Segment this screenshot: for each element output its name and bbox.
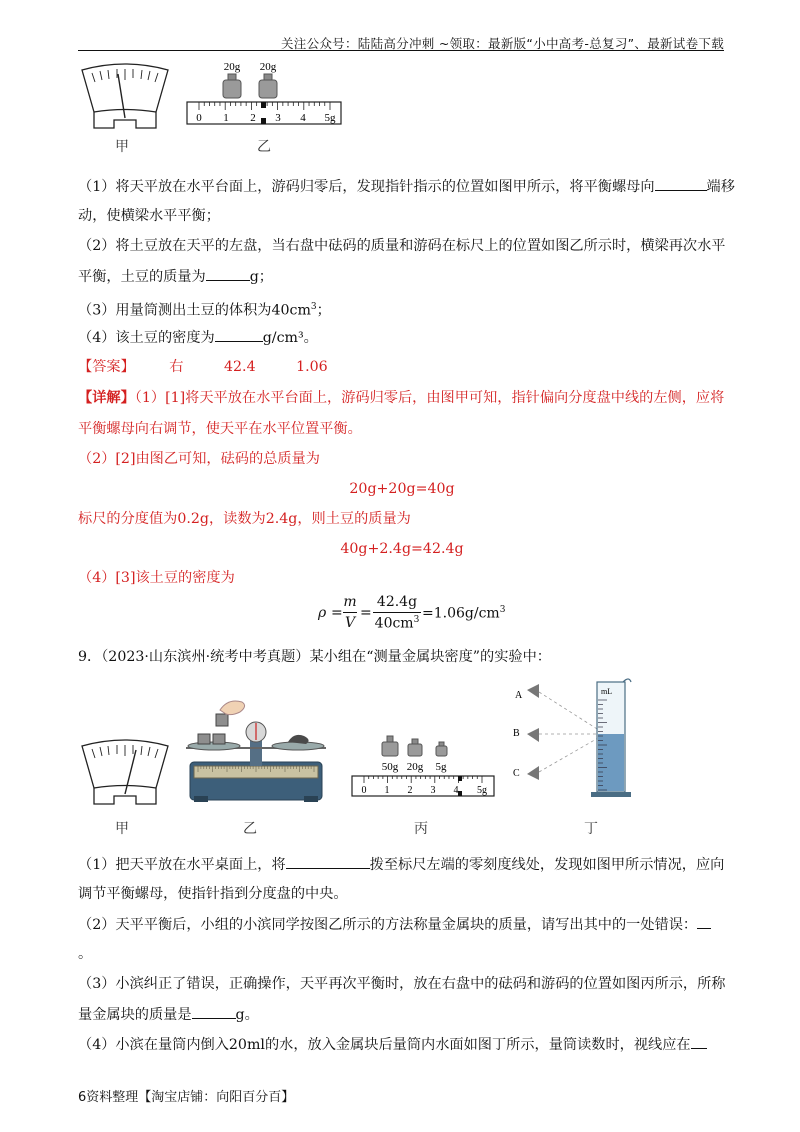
tick-label: 2 [250, 112, 256, 124]
header-rule [78, 50, 724, 51]
answer-blank[interactable] [655, 176, 707, 191]
q8-detail-3: 标尺的分度值为0.2g，读数为2.4g，则土豆的质量为 [78, 511, 411, 527]
eye-icon [527, 684, 539, 698]
tick-label: 0 [361, 785, 367, 796]
graduated-cylinder-figure-ding [505, 672, 645, 807]
eye-icon [527, 766, 539, 780]
answer-blank[interactable] [192, 1004, 236, 1019]
weight-label: 20g [223, 61, 241, 73]
caption-jia: 甲 [115, 821, 129, 837]
page-footer [78, 1086, 294, 1105]
q9-part2: （2）天平平衡后，小组的小滨同学按图乙所示的方法称量金属块的质量，请写出其中的一处错误： [78, 914, 726, 936]
caption-yi: 乙 [243, 821, 257, 837]
weight-20g-b [259, 61, 277, 98]
q8-detail-1: 【详解】（1）[1]将天平放在水平台面上，游码归零后，由图甲可知，指针偏向分度盘中线的左侧，应将 [78, 390, 725, 406]
answer-blank[interactable] [206, 266, 250, 281]
q8-detail-2: （2）[2]由图乙可知，砝码的总质量为 [78, 451, 320, 467]
balance-scale-figure-yi [180, 696, 330, 806]
tick-label: 1 [223, 112, 229, 124]
tick-label: 5g [477, 785, 487, 796]
weight-20g-a [223, 61, 241, 98]
q9-part2-cont: 。 [78, 946, 93, 962]
weight-label: 20g [406, 761, 424, 773]
tick-label: 3 [275, 112, 281, 124]
tick-label: 1 [384, 785, 390, 796]
tick-label: 5g [324, 112, 336, 124]
weight-label: 50g [381, 761, 399, 773]
rider-top [458, 776, 462, 781]
q8-part1: （1）将天平放在水平台面上，游码归零后，发现指针指示的位置如图甲所示，将平衡螺母向 端移 [78, 176, 726, 198]
weights-ruler-figure-b [185, 58, 345, 130]
rider-bottom [458, 791, 462, 796]
tick-label: 2 [407, 785, 413, 796]
weight-50g [382, 736, 399, 773]
caption-ding: 丁 [584, 821, 598, 837]
page-header: 关注公众号：陆陆高分冲刺 ~领取：最新版“小中高考-总复习”、最新试卷下载 [280, 36, 724, 51]
weights-ruler-figure-bing [350, 730, 500, 802]
q9-part3: （3）小滨纠正了错误，正确操作，天平再次平衡时，放在右盘中的砝码和游码的位置如图丙所示，所称 [78, 976, 726, 992]
q8-answer: 【答案】 右 42.4 1.06 [78, 359, 328, 375]
q8-equation-1: 20g+20g=40g [349, 481, 455, 497]
q9-part1-cont: 调节平衡螺母，使指针指到分度盘的中央。 [78, 886, 348, 902]
eye-label-c: C [513, 768, 520, 779]
q9-part3-cont: 量金属块的质量是 g。 [78, 1004, 726, 1026]
q9-part4: （4）小滨在量筒内倒入20ml的水，放入金属块后量筒内水面如图丁所示，量筒读数时，视线应在 [78, 1034, 726, 1056]
q8-equation-2: 40g+2.4g=42.4g [340, 541, 464, 557]
footer-text: 资料整理【淘宝店铺：向阳百分百】 [86, 1090, 295, 1105]
weight-5g [436, 742, 448, 773]
rider-bottom [261, 118, 266, 124]
q8-part2: （2）将土豆放在天平的左盘，当右盘中砝码的质量和游码在标尺上的位置如图乙所示时，横梁再次水平 [78, 238, 726, 254]
weight-label: 5g [435, 761, 447, 773]
cylinder-unit: mL [601, 687, 613, 696]
answer-blank[interactable] [691, 1034, 707, 1049]
q9-part1: （1）把天平放在水平桌面上，将 拨至标尺左端的零刻度线处，发现如图甲所示情况，应向 [78, 854, 726, 876]
tick-label: 3 [430, 785, 436, 796]
tick-label: 0 [196, 112, 202, 124]
answer-blank[interactable] [697, 914, 711, 929]
weight-label: 20g [259, 61, 277, 73]
caption-jia: 甲 [115, 139, 129, 155]
q8-part3: （3）用量筒测出土豆的体积为$40cm^3$； [78, 302, 331, 319]
rider-top [261, 102, 266, 108]
eye-label-b: B [513, 728, 520, 739]
balance-dial-figure-a [78, 60, 173, 135]
weight-20g [407, 739, 424, 773]
q8-detail-1-cont: 平衡螺母向右调节，使天平在水平位置平衡。 [78, 421, 362, 437]
caption-yi: 乙 [257, 139, 271, 155]
q8-detail-4: （4）[3]该土豆的密度为 [78, 570, 235, 586]
tick-label: 4 [300, 112, 306, 124]
eye-icon [527, 728, 539, 742]
balance-dial-figure-jia [78, 736, 173, 811]
q9-title: 9．（2023·山东滨州·统考中考真题）某小组在“测量金属块密度”的实验中： [78, 649, 551, 665]
q8-part1-cont: 动，使横梁水平平衡； [78, 208, 220, 224]
q8-part4: （4）该土豆的密度为 g/cm³。 [78, 327, 726, 349]
page-number: 6 [78, 1090, 87, 1105]
q8-part2-cont: 平衡，土豆的质量为 g； [78, 266, 726, 288]
tick-label: 4 [453, 785, 459, 796]
answer-blank[interactable] [215, 327, 263, 342]
answer-blank[interactable] [286, 854, 370, 869]
caption-bing: 丙 [414, 821, 428, 837]
eye-label-a: A [515, 690, 523, 701]
